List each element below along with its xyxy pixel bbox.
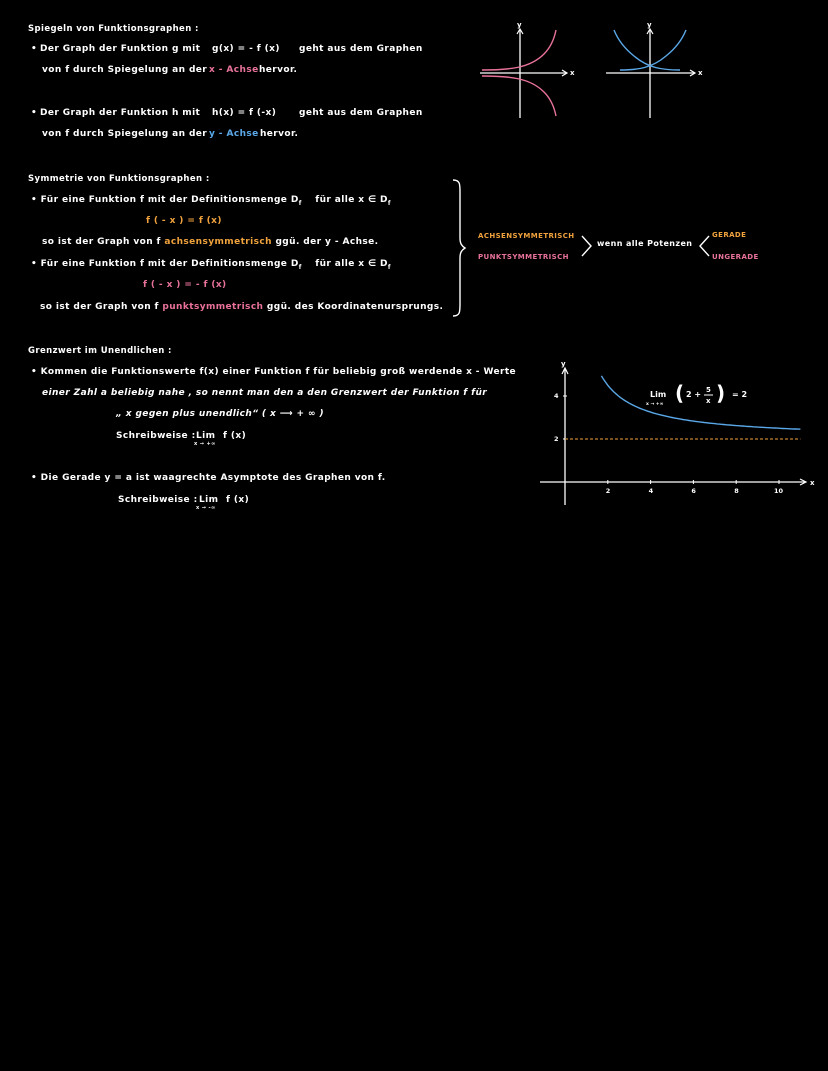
sym-b2-l3c: ggü. des Koordinatenursprungs. — [266, 302, 444, 312]
sym-b1-l3c: ggü. der y - Achse. — [275, 237, 379, 247]
chart-annotation-sub: x → +∞ — [646, 402, 664, 407]
sym-b2-text-b: für alle x ∈ D — [315, 259, 388, 269]
sym-b2-l3a: so ist der Graph von f — [40, 302, 159, 312]
mirror-b2-formula: h(x) = f (-x) — [212, 108, 277, 118]
limit-b1-line3: „ x gegen plus unendlich“ ( x ⟶ + ∞ ) — [116, 409, 324, 419]
limit-b2-schreibweise: Schreibweise : — [118, 495, 198, 505]
sym-b1-text: • Für eine Funktion f mit der Definitionsmenge D — [31, 195, 299, 205]
right-wenn-alle: wenn alle Potenzen — [597, 239, 693, 248]
mirror-b2-text-a: Der Graph der Funktion h mit — [40, 108, 201, 118]
sym-b1-line3 — [42, 237, 378, 247]
x-tick-label: 10 — [774, 487, 784, 495]
chart-annotation-den: x — [706, 397, 711, 405]
mirror-b1-text-e: hervor. — [259, 65, 298, 75]
mirror-b1-formula: g(x) = - f (x) — [212, 44, 280, 54]
mirror-y-label-y: y — [647, 21, 652, 29]
sym-b2-text: • Für eine Funktion f mit der Definitionsmenge D — [31, 259, 299, 269]
limit-b1-line2: einer Zahl a beliebig nahe , so nennt man den a den Grenzwert der Funktion f für — [42, 388, 488, 398]
sym-b1-formula: f ( - x ) = f (x) — [146, 216, 222, 226]
chart-x-label: x — [810, 479, 815, 487]
y-tick-label: 4 — [554, 392, 559, 400]
x-tick-label: 8 — [734, 487, 739, 495]
mirror-x-label-y: y — [517, 21, 522, 29]
limit-b1-lim-sub: x → +∞ — [194, 441, 216, 447]
mirror-curve-g — [482, 76, 556, 116]
mirror-b1-text-a: Der Graph der Funktion g mit — [40, 44, 201, 54]
chart-annotation-lim: Lim — [650, 390, 667, 399]
mirror-b2-bullet: • — [31, 108, 38, 118]
x-tick-label: 4 — [648, 487, 654, 495]
mirror-y-diagram — [600, 18, 720, 122]
mirror-b2-text-d: von f durch Spiegelung an der — [42, 129, 208, 139]
mirror-b1-bullet: • — [31, 44, 38, 54]
limit-b1-fx: f (x) — [223, 431, 247, 441]
right-ungerade: UNGERADE — [712, 253, 759, 261]
limit-b2-line1: • Die Gerade y = a ist waagrechte Asymptote des Graphen von f. — [31, 473, 386, 483]
right-punktsymmetrisch: PUNKTSYMMETRISCH — [478, 253, 569, 261]
limit-b2-fx: f (x) — [226, 495, 250, 505]
chart-curve-line — [601, 376, 800, 429]
mirror-y-label-x: x — [698, 69, 703, 77]
mirror-curve-f2 — [620, 30, 686, 70]
sym-b1-achsensym: achsensymmetrisch — [164, 237, 272, 247]
mirror-heading: Spiegeln von Funktionsgraphen : — [28, 24, 199, 34]
right-gerade: GERADE — [712, 231, 747, 239]
sym-b1-sub: f — [298, 199, 302, 207]
left-angle-bracket-icon — [697, 234, 711, 258]
mirror-b2-text-e: hervor. — [260, 129, 299, 139]
limit-b2-lim-sub: x → -∞ — [196, 505, 216, 511]
mirror-b2-y-achse: y - Achse — [209, 129, 259, 139]
mirror-x-diagram — [470, 18, 590, 122]
chart-annotation-expr: 2 + — [686, 390, 702, 399]
limit-chart — [530, 355, 820, 515]
limit-heading: Grenzwert im Unendlichen : — [28, 346, 172, 356]
x-tick-label: 6 — [691, 487, 696, 495]
sym-b1-l3a: so ist der Graph von f — [42, 237, 161, 247]
mirror-b1-text-c: geht aus dem Graphen — [299, 44, 423, 54]
chart-annotation-lparen: ( — [675, 381, 685, 405]
mirror-b1-text-d: von f durch Spiegelung an der — [42, 65, 208, 75]
sym-b2-line3 — [40, 302, 443, 312]
mirror-b1-x-achse: x - Achse — [209, 65, 259, 75]
limit-b2-lim: Lim — [199, 495, 219, 505]
limit-b1-schreibweise: Schreibweise : — [116, 431, 196, 441]
sym-b2-sub: f — [298, 263, 302, 271]
limit-b1-lim: Lim — [196, 431, 216, 441]
chart-annotation-rparen: ) — [716, 381, 726, 405]
mirror-curve-f — [482, 30, 556, 70]
limit-b1-line1: • Kommen die Funktionswerte f(x) einer Funktion f für beliebig groß werdende x - Werte — [31, 367, 517, 377]
sym-b2-punktsym: punktsymmetrisch — [162, 302, 264, 312]
chart-annotation-num: 5 — [706, 386, 711, 394]
sym-b2-sub2: f — [387, 263, 391, 271]
sym-b2-formula: f ( - x ) = - f (x) — [143, 280, 227, 290]
symmetry-heading: Symmetrie von Funktionsgraphen : — [28, 174, 210, 184]
mirror-curve-h — [614, 30, 680, 70]
chart-y-label: y — [561, 360, 566, 368]
mirror-x-label-x: x — [570, 69, 575, 77]
x-tick-label: 2 — [605, 487, 611, 495]
right-angle-bracket-icon — [580, 234, 594, 258]
mirror-b2-text-c: geht aus dem Graphen — [299, 108, 423, 118]
right-achsensymmetrisch: ACHSENSYMMETRISCH — [478, 232, 575, 240]
sym-b1-text-b: für alle x ∈ D — [315, 195, 388, 205]
sym-b1-sub2: f — [387, 199, 391, 207]
y-tick-label: 2 — [554, 435, 559, 443]
sym-b2-line1 — [31, 259, 391, 271]
chart-annotation-eq: = 2 — [732, 390, 748, 399]
curly-brace — [450, 178, 466, 318]
sym-b1-line1 — [31, 195, 391, 207]
